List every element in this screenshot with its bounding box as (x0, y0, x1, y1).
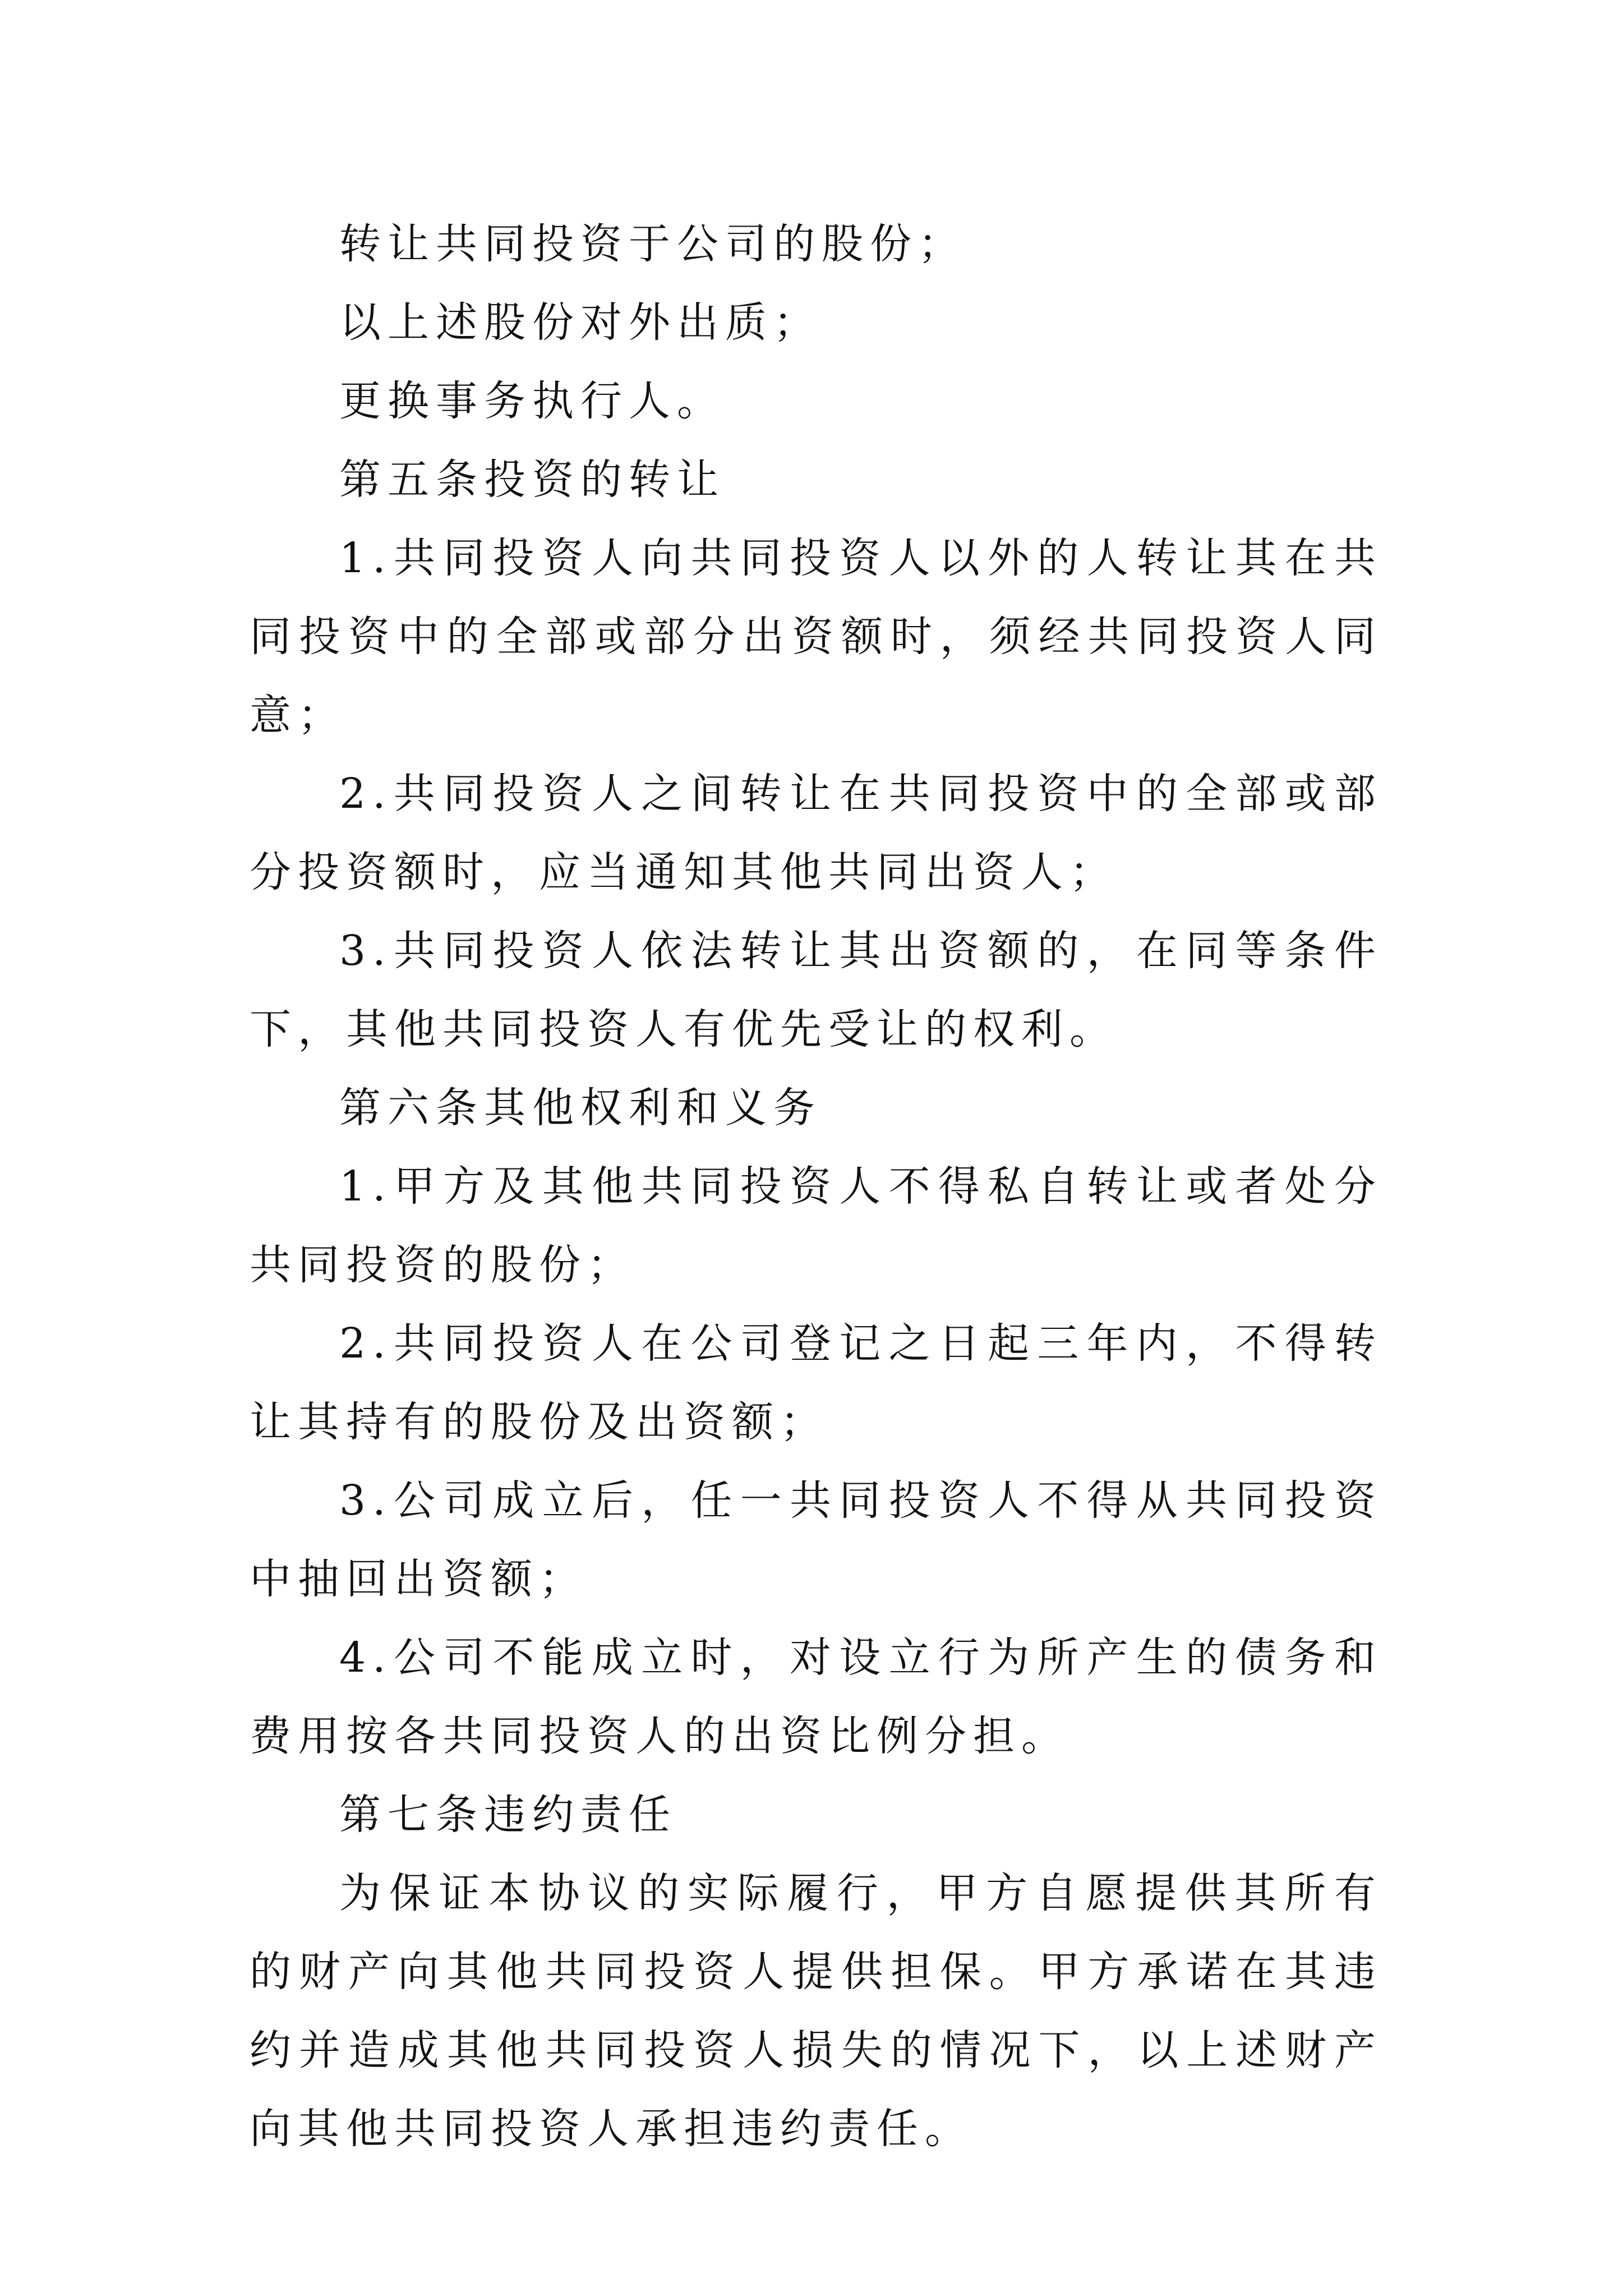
document-body (250, 205, 1382, 2168)
article-5-clause-3: 3.共同投资人依法转让其出资额的，在同等条件下，其他共同投资人有优先受让的权利。 (250, 927, 1382, 1053)
article-7-heading: 第七条违约责任 (339, 1791, 677, 1839)
article-6-clause-3: 3.公司成立后，任一共同投资人不得从共同投资中抽回出资额； (250, 1476, 1382, 1603)
article-5-clause-2: 2.共同投资人之间转让在共同投资中的全部或部分投资额时，应当通知其他共同出资人； (250, 770, 1382, 896)
article-6-clause-2: 2.共同投资人在公司登记之日起三年内，不得转让其持有的股份及出资额； (250, 1319, 1382, 1446)
article-7-body: 为保证本协议的实际履行，甲方自愿提供其所有的财产向其他共同投资人提供担保。甲方承诺在其违约并造成其他共同投资人损失的情况下，以上述财产向其他共同投资人承担违约责任。 (250, 1869, 1382, 2153)
article-6-heading: 第六条其他权利和义务 (339, 1084, 822, 1132)
paragraph-replace-executor: 更换事务执行人。 (339, 377, 725, 425)
article-6-clause-1: 1.甲方及其他共同投资人不得私自转让或者处分共同投资的股份； (250, 1162, 1382, 1289)
article-5-heading: 第五条投资的转让 (339, 455, 725, 504)
paragraph-pledge-shares: 以上述股份对外出质； (339, 298, 822, 347)
article-6-clause-4: 4.公司不能成立时，对设立行为所产生的债务和费用按各共同投资人的出资比例分担。 (250, 1634, 1382, 1760)
paragraph-transfer-shares: 转让共同投资于公司的股份； (339, 220, 966, 268)
article-5-clause-1: 1.共同投资人向共同投资人以外的人转让其在共同投资中的全部或部分出资额时，须经共同投资人同意； (250, 534, 1382, 739)
